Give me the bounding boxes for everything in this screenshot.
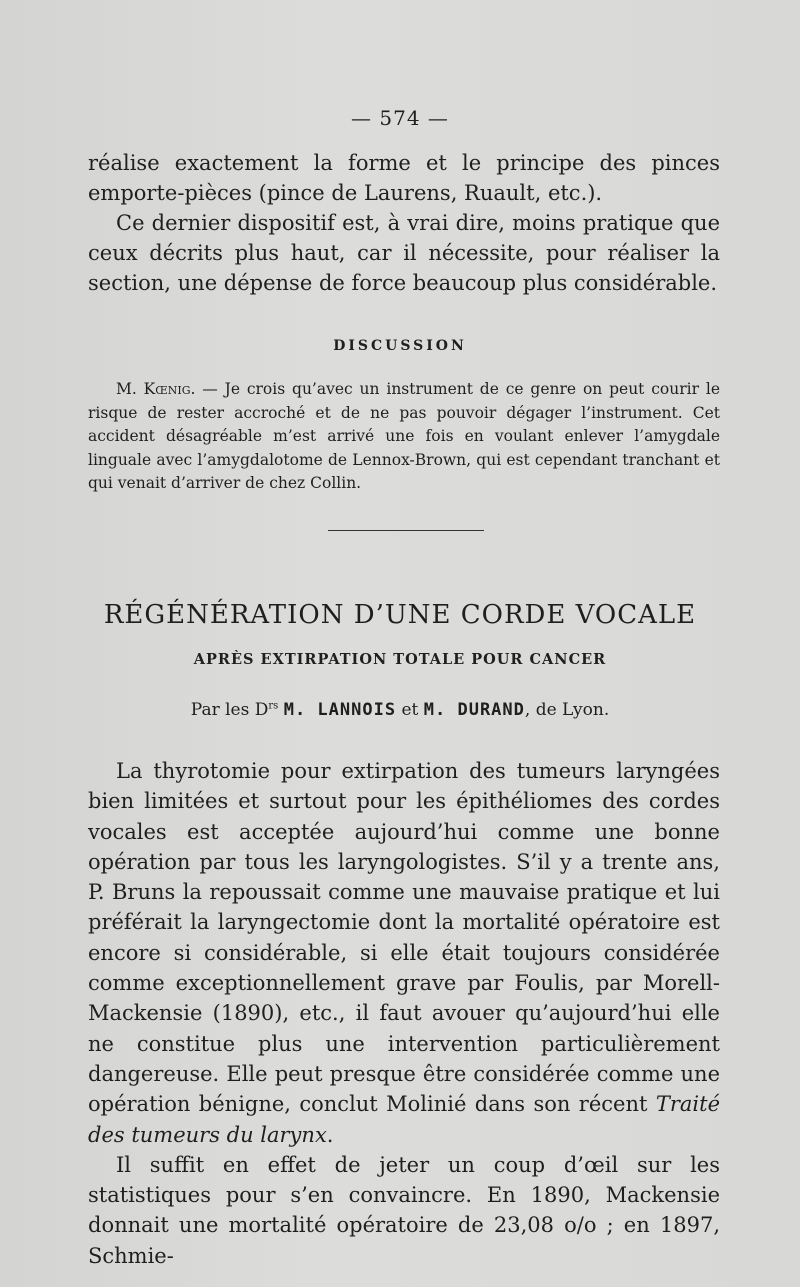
byline-prefix: Par les D — [190, 700, 269, 720]
article-paragraph-2: Il suffit en effet de jeter un coup d’œil sur les statistiques pour s’en convaincre. En 1890, Mackensie donnait une mortalité opératoire de 23,08 o/o ; en 1897, Schmie- — [88, 1152, 720, 1268]
intro-paragraph-1: réalise exactement la forme et le principe des pinces emporte-pièces (pince de Laurens, Ruault, etc.). — [88, 151, 720, 205]
author-lannois: M. LANNOIS — [283, 700, 397, 720]
byline-sup: rs — [268, 700, 279, 712]
intro-paragraph-2: Ce dernier dispositif est, à vrai dire, moins pratique que ceux décrits plus haut, car il nécessite, pour réaliser la section, une dépense de force beaucoup plus considérable. — [88, 211, 720, 295]
article-p1-end: . — [326, 1122, 334, 1147]
author-durand: M. DURAND — [423, 700, 525, 720]
article-p1-italic: Traité des tumeurs du larynx — [88, 1092, 720, 1147]
page-number: — 574 — — [351, 106, 449, 130]
byline-suffix: , de Lyon. — [524, 700, 610, 720]
discussion-speaker: M. Kœnig. — [116, 380, 196, 398]
article-body — [88, 756, 720, 1271]
article-subtitle: APRÈS EXTIRPATION TOTALE POUR CANCER — [193, 651, 607, 668]
article-title: RÉGÉNÉRATION D’UNE CORDE VOCALE — [103, 600, 697, 630]
byline-and: et — [396, 700, 424, 720]
intro-section — [88, 148, 720, 298]
discussion-section — [88, 378, 720, 496]
section-divider — [328, 530, 484, 531]
discussion-heading: DISCUSSION — [333, 338, 467, 354]
article-byline — [0, 700, 800, 720]
discussion-text: — Je crois qu’avec un instrument de ce genre on peut courir le risque de rester accroché et de ne pas pouvoir dégager l’instrument. Cet accident désagréable m’est arrivé une fois en voulant enlever l’amygdale linguale avec l’amygdalotome de Lennox-Brown, qui est cependant tranchant et qui venait d’arriver de chez Collin. — [88, 380, 720, 492]
article-paragraph-1 — [88, 756, 720, 1150]
article-p1-text: La thyrotomie pour extirpation des tumeurs laryngées bien limitées et surtout pour les épithéliomes des cordes vocales est acceptée aujourd’hui comme une bonne opération par tous les laryngologistes. S’il y a trente ans, P. Bruns la repoussait comme une mauvaise pratique et lui préférait la laryngectomie dont la mortalité opératoire est encore si considérable, si elle était toujours considérée comme exceptionnellement grave par Foulis, par Morell-Mackensie (1890), etc., il faut avouer qu’aujourd’hui elle ne constitue plus une intervention particulièrement dangereuse. Elle peut presque être considérée comme une opération bénigne, conclut Molinié dans son récent — [88, 759, 720, 1117]
discussion-paragraph — [88, 378, 720, 496]
